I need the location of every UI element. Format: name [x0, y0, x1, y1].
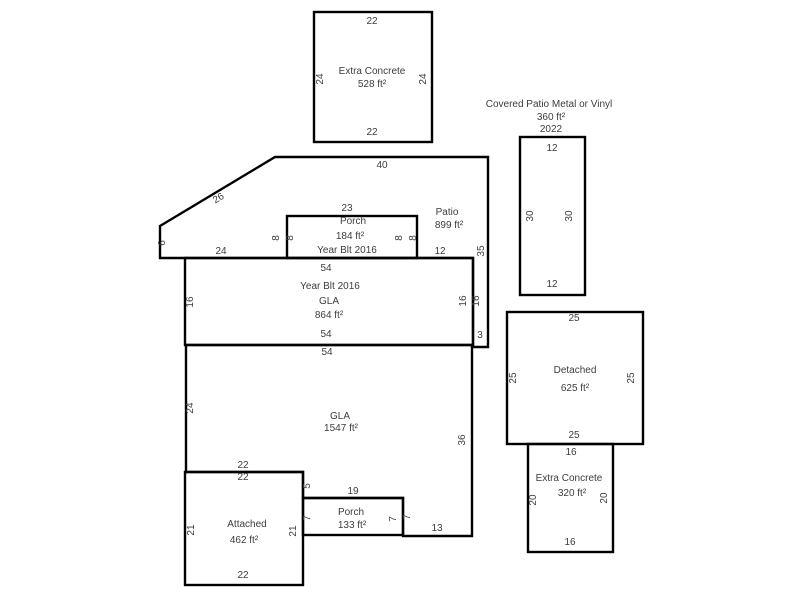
gla-1547-dim-porch-side: 7 [402, 514, 413, 520]
extra-concrete-528-dim-right: 24 [418, 73, 429, 85]
covered-patio-dim-bottom: 12 [546, 279, 558, 290]
extra-concrete-528-room-label: Extra Concrete [338, 66, 406, 77]
extra-concrete-528-dim-bottom: 22 [366, 127, 378, 138]
patio-899-dim-bottom-left: 24 [215, 246, 227, 257]
detached-625-room-label: Detached [553, 365, 597, 376]
gla-1547-dim-porch-top: 19 [347, 486, 359, 497]
patio-899-room-label: Patio [435, 207, 459, 218]
patio-899-area-label: 899 ft² [434, 220, 464, 231]
gla-1547-dim-step: 5 [302, 483, 313, 489]
porch-184-year-built-label: Year Blt 2016 [317, 245, 377, 256]
porch-133-room-label: Porch [337, 507, 365, 518]
patio-899-dim-diagonal: 26 [211, 190, 227, 207]
attached-462-room-label: Attached [227, 519, 267, 530]
detached-625-outline [507, 312, 643, 444]
porch-133-dim-right: 7 [388, 516, 399, 522]
gla-1547-outline [186, 345, 472, 536]
porch-184-dim-left-inner: 8 [285, 235, 296, 241]
extra-concrete-528-dim-left: 24 [315, 73, 326, 85]
detached-625-dim-bottom: 25 [568, 430, 580, 441]
extra-concrete-528-outline [314, 12, 432, 142]
porch-184-room-label: Porch [339, 216, 367, 227]
detached-625-dim-right: 25 [626, 372, 637, 384]
extra-concrete-528-area-label: 528 ft² [357, 79, 387, 90]
gla-864-dim-left: 16 [185, 296, 196, 308]
porch-184-area-label: 184 ft² [335, 231, 365, 242]
gla-1547-area-label: 1547 ft² [324, 423, 358, 434]
detached-625-area-label: 625 ft² [560, 383, 590, 394]
extra-concrete-528-dim-top: 22 [366, 16, 378, 27]
gla-864-dim-bottom: 54 [320, 329, 332, 340]
extra-concrete-320-dim-left: 20 [528, 494, 539, 506]
covered-patio-area-label: 360 ft² [536, 112, 566, 123]
patio-899-dim-left: 6 [157, 240, 168, 246]
detached-625-dim-left: 25 [508, 372, 519, 384]
detached-625-dim-top: 25 [568, 313, 580, 324]
covered-patio-year-built-label: 2022 [539, 124, 563, 135]
attached-462-dim-top: 22 [237, 472, 249, 483]
attached-462-dim-left: 21 [186, 524, 197, 536]
gla-1547-dim-left: 24 [185, 402, 196, 414]
gla-864-dim-top: 54 [320, 263, 332, 274]
gla-864-dim-right: 16 [458, 295, 469, 307]
gla-1547-dim-bottom-right: 13 [431, 523, 443, 534]
attached-462-dim-right: 21 [288, 525, 299, 537]
patio-899-dim-top: 40 [376, 160, 388, 171]
extra-concrete-320-dim-top: 16 [565, 447, 577, 458]
porch-184-dim-left-outer: 8 [271, 235, 282, 241]
covered-patio-dim-left: 30 [525, 210, 536, 222]
gla-1547-dim-right: 36 [457, 434, 468, 446]
gla-864-area-label: 864 ft² [314, 310, 344, 321]
covered-patio-dim-right: 30 [564, 210, 575, 222]
gla-1547-room-label: GLA [329, 411, 351, 422]
covered-patio-room-label: Covered Patio Metal or Vinyl [485, 99, 613, 110]
gla-864-year-built-label: Year Blt 2016 [300, 281, 360, 292]
patio-899-dim-bottom-notch: 3 [477, 330, 483, 341]
gla-1547-dim-bottom-left: 22 [237, 460, 249, 471]
patio-899-dim-right-lower: 16 [471, 295, 482, 307]
gla-1547-dim-top: 54 [321, 347, 333, 358]
extra-concrete-320-dim-right: 20 [599, 492, 610, 504]
porch-133-dim-left: 7 [302, 515, 313, 521]
attached-462-area-label: 462 ft² [229, 535, 259, 546]
porch-184-dim-right-outer: 8 [408, 235, 419, 241]
gla-864-room-label: GLA [318, 296, 340, 307]
patio-899-dim-right: 35 [476, 245, 487, 257]
attached-462-dim-bottom: 22 [237, 570, 249, 581]
patio-899-dim-bottom-right: 12 [434, 246, 446, 257]
porch-184-dim-right-inner: 8 [394, 235, 405, 241]
covered-patio-dim-top: 12 [546, 143, 558, 154]
porch-184-dim-top: 23 [341, 203, 353, 214]
extra-concrete-320-dim-bottom: 16 [564, 537, 576, 548]
porch-133-area-label: 133 ft² [337, 520, 367, 531]
extra-concrete-320-area-label: 320 ft² [557, 488, 587, 499]
extra-concrete-320-room-label: Extra Concrete [535, 473, 603, 484]
